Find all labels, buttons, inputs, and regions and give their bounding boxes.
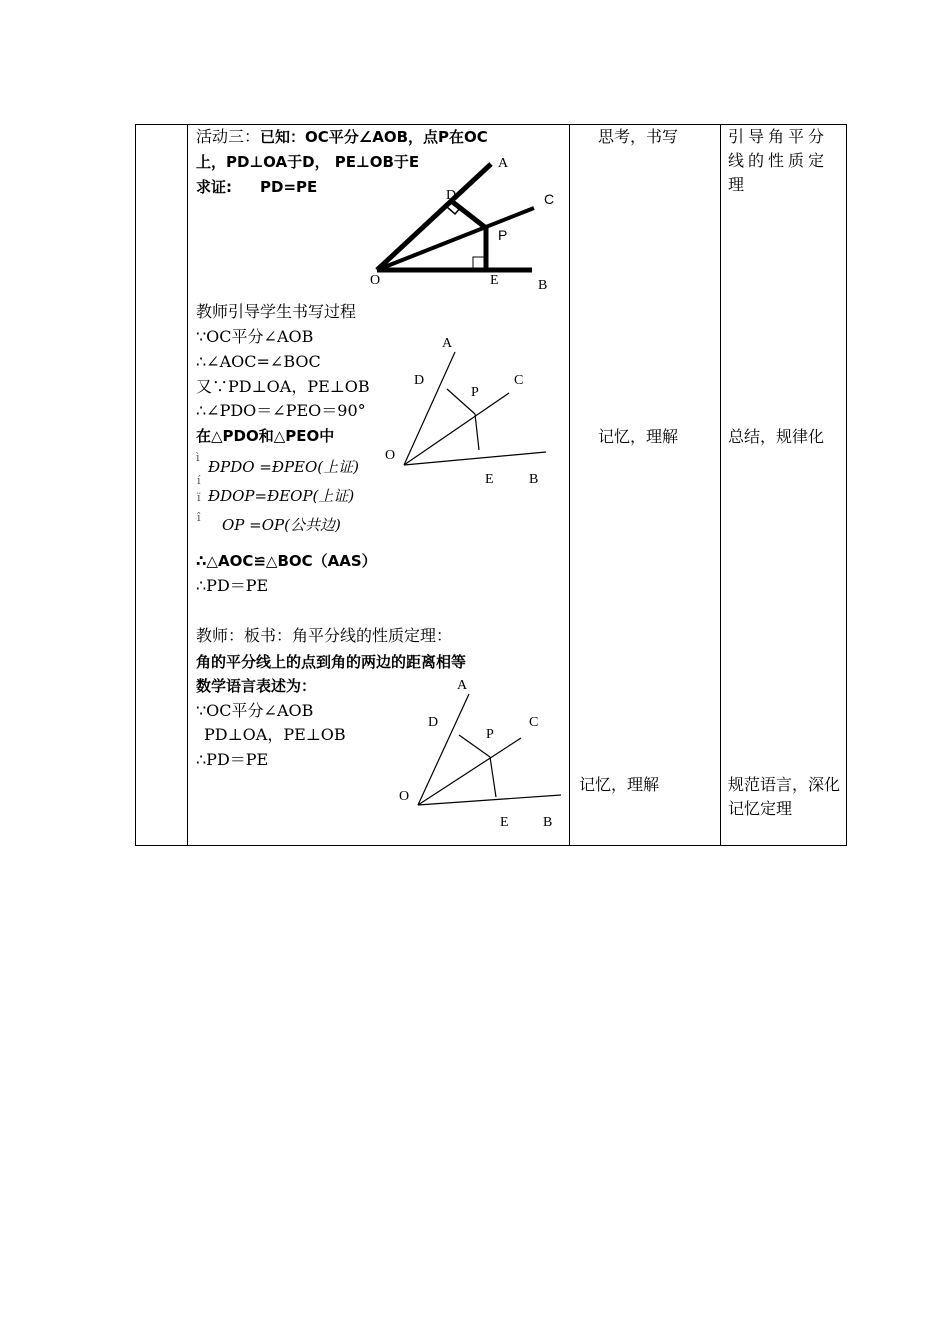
fig3-label-b: B — [543, 815, 553, 830]
fig1-label-a: A — [498, 156, 509, 171]
theorem-intro: 教师：板书：角平分线的性质定理： — [196, 626, 453, 645]
fig1-label-c: C — [544, 191, 555, 207]
student-activity-3: 记忆，理解 — [579, 775, 660, 794]
student-activity-1: 思考，书写 — [598, 127, 679, 146]
math-line1: ∵OC平分∠AOB — [196, 701, 314, 720]
brace-side: ï — [197, 491, 201, 504]
math-line3: ∴PD＝PE — [196, 750, 269, 769]
activity-title: 活动三： — [196, 127, 261, 146]
fig1-label-e: E — [490, 273, 499, 288]
prove-content: PD=PE — [260, 178, 318, 196]
brace-top: ì — [196, 451, 200, 464]
design-intent-2: 总结，规律化 — [728, 427, 825, 446]
fig1-label-d: D — [446, 188, 457, 203]
fig2-label-a: A — [442, 336, 453, 351]
fig1-label-o: O — [370, 273, 381, 288]
fig2-label-o: O — [385, 448, 396, 463]
conclusion-line2: ∴PD＝PE — [196, 576, 269, 595]
system-eq3: OP =OP(公共边) — [222, 516, 341, 534]
fig2-label-b: B — [529, 472, 539, 487]
conclusion-line1: ∴△AOC≌△BOC（AAS） — [196, 552, 377, 570]
proof-line3: 又∵PD⊥OA，PE⊥OB — [196, 377, 370, 396]
design-intent-1: 引导角平分线的性质定理 — [728, 127, 829, 194]
brace-middle: í — [197, 474, 201, 487]
math-language-label: 数学语言表述为： — [196, 677, 317, 695]
fig2-label-d: D — [414, 373, 425, 388]
proof-intro: 教师引导学生书写过程 — [196, 302, 357, 321]
brace-bottom: î — [197, 511, 201, 524]
design-intent-3: 规范语言，深化记忆定理 — [728, 775, 841, 818]
fig1-label-p: P — [498, 227, 508, 243]
student-activity-2: 记忆，理解 — [598, 427, 679, 446]
proof-line5: 在△PDO和△PEO中 — [196, 427, 335, 445]
proof-line1: ∵OC平分∠AOB — [196, 327, 314, 346]
math-line2: PD⊥OA，PE⊥OB — [204, 725, 346, 744]
system-eq1: ÐPDO =ÐPEO(上证) — [208, 458, 360, 476]
fig3-label-a: A — [457, 678, 468, 693]
fig3-label-e: E — [500, 815, 509, 830]
fig3-label-o: O — [399, 789, 410, 804]
known-line1: 已知：OC平分∠AOB，点P在OC — [260, 128, 488, 146]
fig2-label-c: C — [514, 373, 524, 388]
prove-label: 求证: — [196, 178, 232, 196]
proof-line2: ∴∠AOC=∠BOC — [196, 352, 321, 371]
known-line2: 上，PD⊥OA于D， PE⊥OB于E — [196, 153, 420, 171]
fig3-label-p: P — [486, 727, 494, 742]
proof-line4: ∴∠PDO＝∠PEO＝90° — [196, 401, 366, 420]
fig3-label-d: D — [428, 715, 439, 730]
fig3-label-c: C — [529, 715, 539, 730]
fig2-label-p: P — [471, 385, 479, 400]
fig1-label-b: B — [538, 278, 548, 293]
theorem-statement: 角的平分线上的点到角的两边的距离相等 — [196, 653, 467, 671]
fig2-label-e: E — [485, 472, 494, 487]
system-eq2: ÐDOP=ÐEOP(上证) — [208, 487, 355, 505]
